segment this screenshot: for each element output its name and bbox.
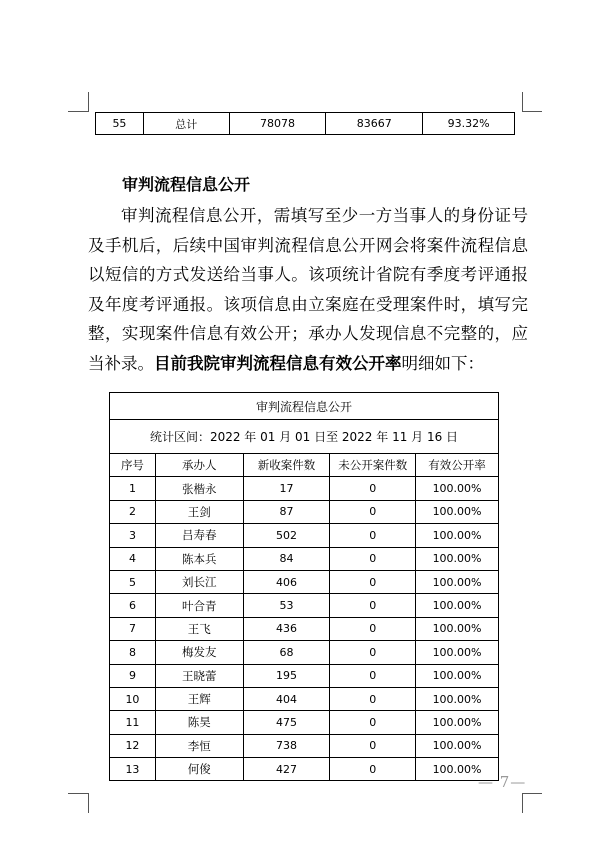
table-cell: 张楷永	[155, 477, 243, 500]
page-number: — 7—	[478, 773, 527, 791]
table-cell: 406	[243, 570, 330, 593]
table-cell: 2	[110, 500, 156, 523]
table-cell: 13	[110, 758, 156, 781]
table-row	[110, 570, 499, 593]
table-cell: 7	[110, 617, 156, 640]
table-cell: 何俊	[155, 758, 243, 781]
table-cell: 0	[330, 594, 416, 617]
table-cell: 100.00%	[416, 711, 499, 734]
table-cell: 8	[110, 641, 156, 664]
paragraph-bold-text: 目前我院审判流程信息有效公开率	[154, 353, 402, 373]
table-title-row	[110, 393, 499, 420]
table-cell: 0	[330, 641, 416, 664]
table-row	[110, 711, 499, 734]
table-cell: 427	[243, 758, 330, 781]
column-header: 新收案件数	[243, 454, 330, 477]
table-cell: 195	[243, 664, 330, 687]
table-cell: 100.00%	[416, 500, 499, 523]
table-cell: 李恒	[155, 734, 243, 757]
table-cell: 100.00%	[416, 477, 499, 500]
table-cell: 0	[330, 547, 416, 570]
body-paragraph	[88, 201, 528, 378]
table-cell: 100.00%	[416, 524, 499, 547]
table-cell: 0	[330, 711, 416, 734]
column-header: 承办人	[155, 454, 243, 477]
table-cell: 68	[243, 641, 330, 664]
table-row	[110, 617, 499, 640]
table-cell: 100.00%	[416, 617, 499, 640]
table-row	[110, 734, 499, 757]
table-cell: 100.00%	[416, 641, 499, 664]
table-cell: 84	[243, 547, 330, 570]
crop-mark	[522, 793, 523, 813]
table-cell: 4	[110, 547, 156, 570]
table-cell: 0	[330, 758, 416, 781]
table-row	[110, 641, 499, 664]
crop-mark	[522, 92, 523, 112]
table-cell: 吕寿春	[155, 524, 243, 547]
table-cell: 1	[110, 477, 156, 500]
crop-mark	[68, 111, 88, 112]
table-cell: 100.00%	[416, 758, 499, 781]
table-cell: 梅发友	[155, 641, 243, 664]
table-row	[110, 547, 499, 570]
table-cell: 5	[110, 570, 156, 593]
paragraph-text: 审判流程信息公开，需填写至少一方当事人的身份证号及手机后，后续中国审判流程信息公开网会将案件流程信息以短信的方式发送给当事人。该项统计省院有季度考评通报及年度考评通报。该项信息由立案庭在受理案件时，填写完整，实现案件信息有效公开；承办人发现信息不完整的，应当补录。	[88, 206, 528, 373]
table-cell: 刘长江	[155, 570, 243, 593]
table-cell: 叶合青	[155, 594, 243, 617]
table-cell: 100.00%	[416, 664, 499, 687]
table-cell: 王晓蕾	[155, 664, 243, 687]
column-header: 有效公开率	[416, 454, 499, 477]
table-cell: 总计	[143, 113, 229, 135]
table-row	[110, 594, 499, 617]
table-cell: 475	[243, 711, 330, 734]
summary-table	[95, 112, 515, 135]
column-header: 序号	[110, 454, 156, 477]
column-header: 未公开案件数	[330, 454, 416, 477]
table-row	[110, 664, 499, 687]
table-cell: 100.00%	[416, 547, 499, 570]
table-cell: 陈昊	[155, 711, 243, 734]
table-cell: 王飞	[155, 617, 243, 640]
table-cell: 100.00%	[416, 734, 499, 757]
table-cell: 100.00%	[416, 687, 499, 710]
table-cell: 87	[243, 500, 330, 523]
table-period-row	[110, 420, 499, 454]
paragraph-tail-text: 明细如下：	[401, 353, 484, 373]
table-cell: 12	[110, 734, 156, 757]
statistics-period: 统计区间：2022 年 01 月 01 日至 2022 年 11 月 16 日	[110, 420, 499, 454]
table-cell: 0	[330, 664, 416, 687]
crop-mark	[522, 793, 542, 794]
section-heading: 审判流程信息公开	[122, 175, 251, 194]
table-cell: 0	[330, 500, 416, 523]
table-cell: 55	[96, 113, 144, 135]
table-row	[110, 524, 499, 547]
table-cell: 53	[243, 594, 330, 617]
crop-mark	[522, 111, 542, 112]
crop-mark	[88, 793, 89, 813]
table-cell: 0	[330, 570, 416, 593]
table-cell: 100.00%	[416, 570, 499, 593]
crop-mark	[88, 92, 89, 112]
table-cell: 93.32%	[423, 113, 515, 135]
table-cell: 王辉	[155, 687, 243, 710]
table-cell: 404	[243, 687, 330, 710]
table-cell: 陈本兵	[155, 547, 243, 570]
table-cell: 9	[110, 664, 156, 687]
table-cell: 10	[110, 687, 156, 710]
table-cell: 436	[243, 617, 330, 640]
table-cell: 王剑	[155, 500, 243, 523]
table-cell: 0	[330, 617, 416, 640]
table-cell: 738	[243, 734, 330, 757]
table-row	[96, 113, 515, 135]
table-cell: 0	[330, 734, 416, 757]
table-row	[110, 758, 499, 781]
table-row	[110, 477, 499, 500]
table-cell: 11	[110, 711, 156, 734]
table-cell: 83667	[326, 113, 423, 135]
table-row	[110, 687, 499, 710]
table-cell: 0	[330, 477, 416, 500]
table-title: 审判流程信息公开	[110, 393, 499, 420]
table-cell: 0	[330, 524, 416, 547]
crop-mark	[68, 793, 88, 794]
table-cell: 3	[110, 524, 156, 547]
table-cell: 78078	[229, 113, 326, 135]
table-cell: 0	[330, 687, 416, 710]
table-cell: 502	[243, 524, 330, 547]
table-header-row	[110, 454, 499, 477]
table-cell: 6	[110, 594, 156, 617]
table-cell: 100.00%	[416, 594, 499, 617]
table-cell: 17	[243, 477, 330, 500]
disclosure-table	[109, 392, 499, 781]
table-row	[110, 500, 499, 523]
